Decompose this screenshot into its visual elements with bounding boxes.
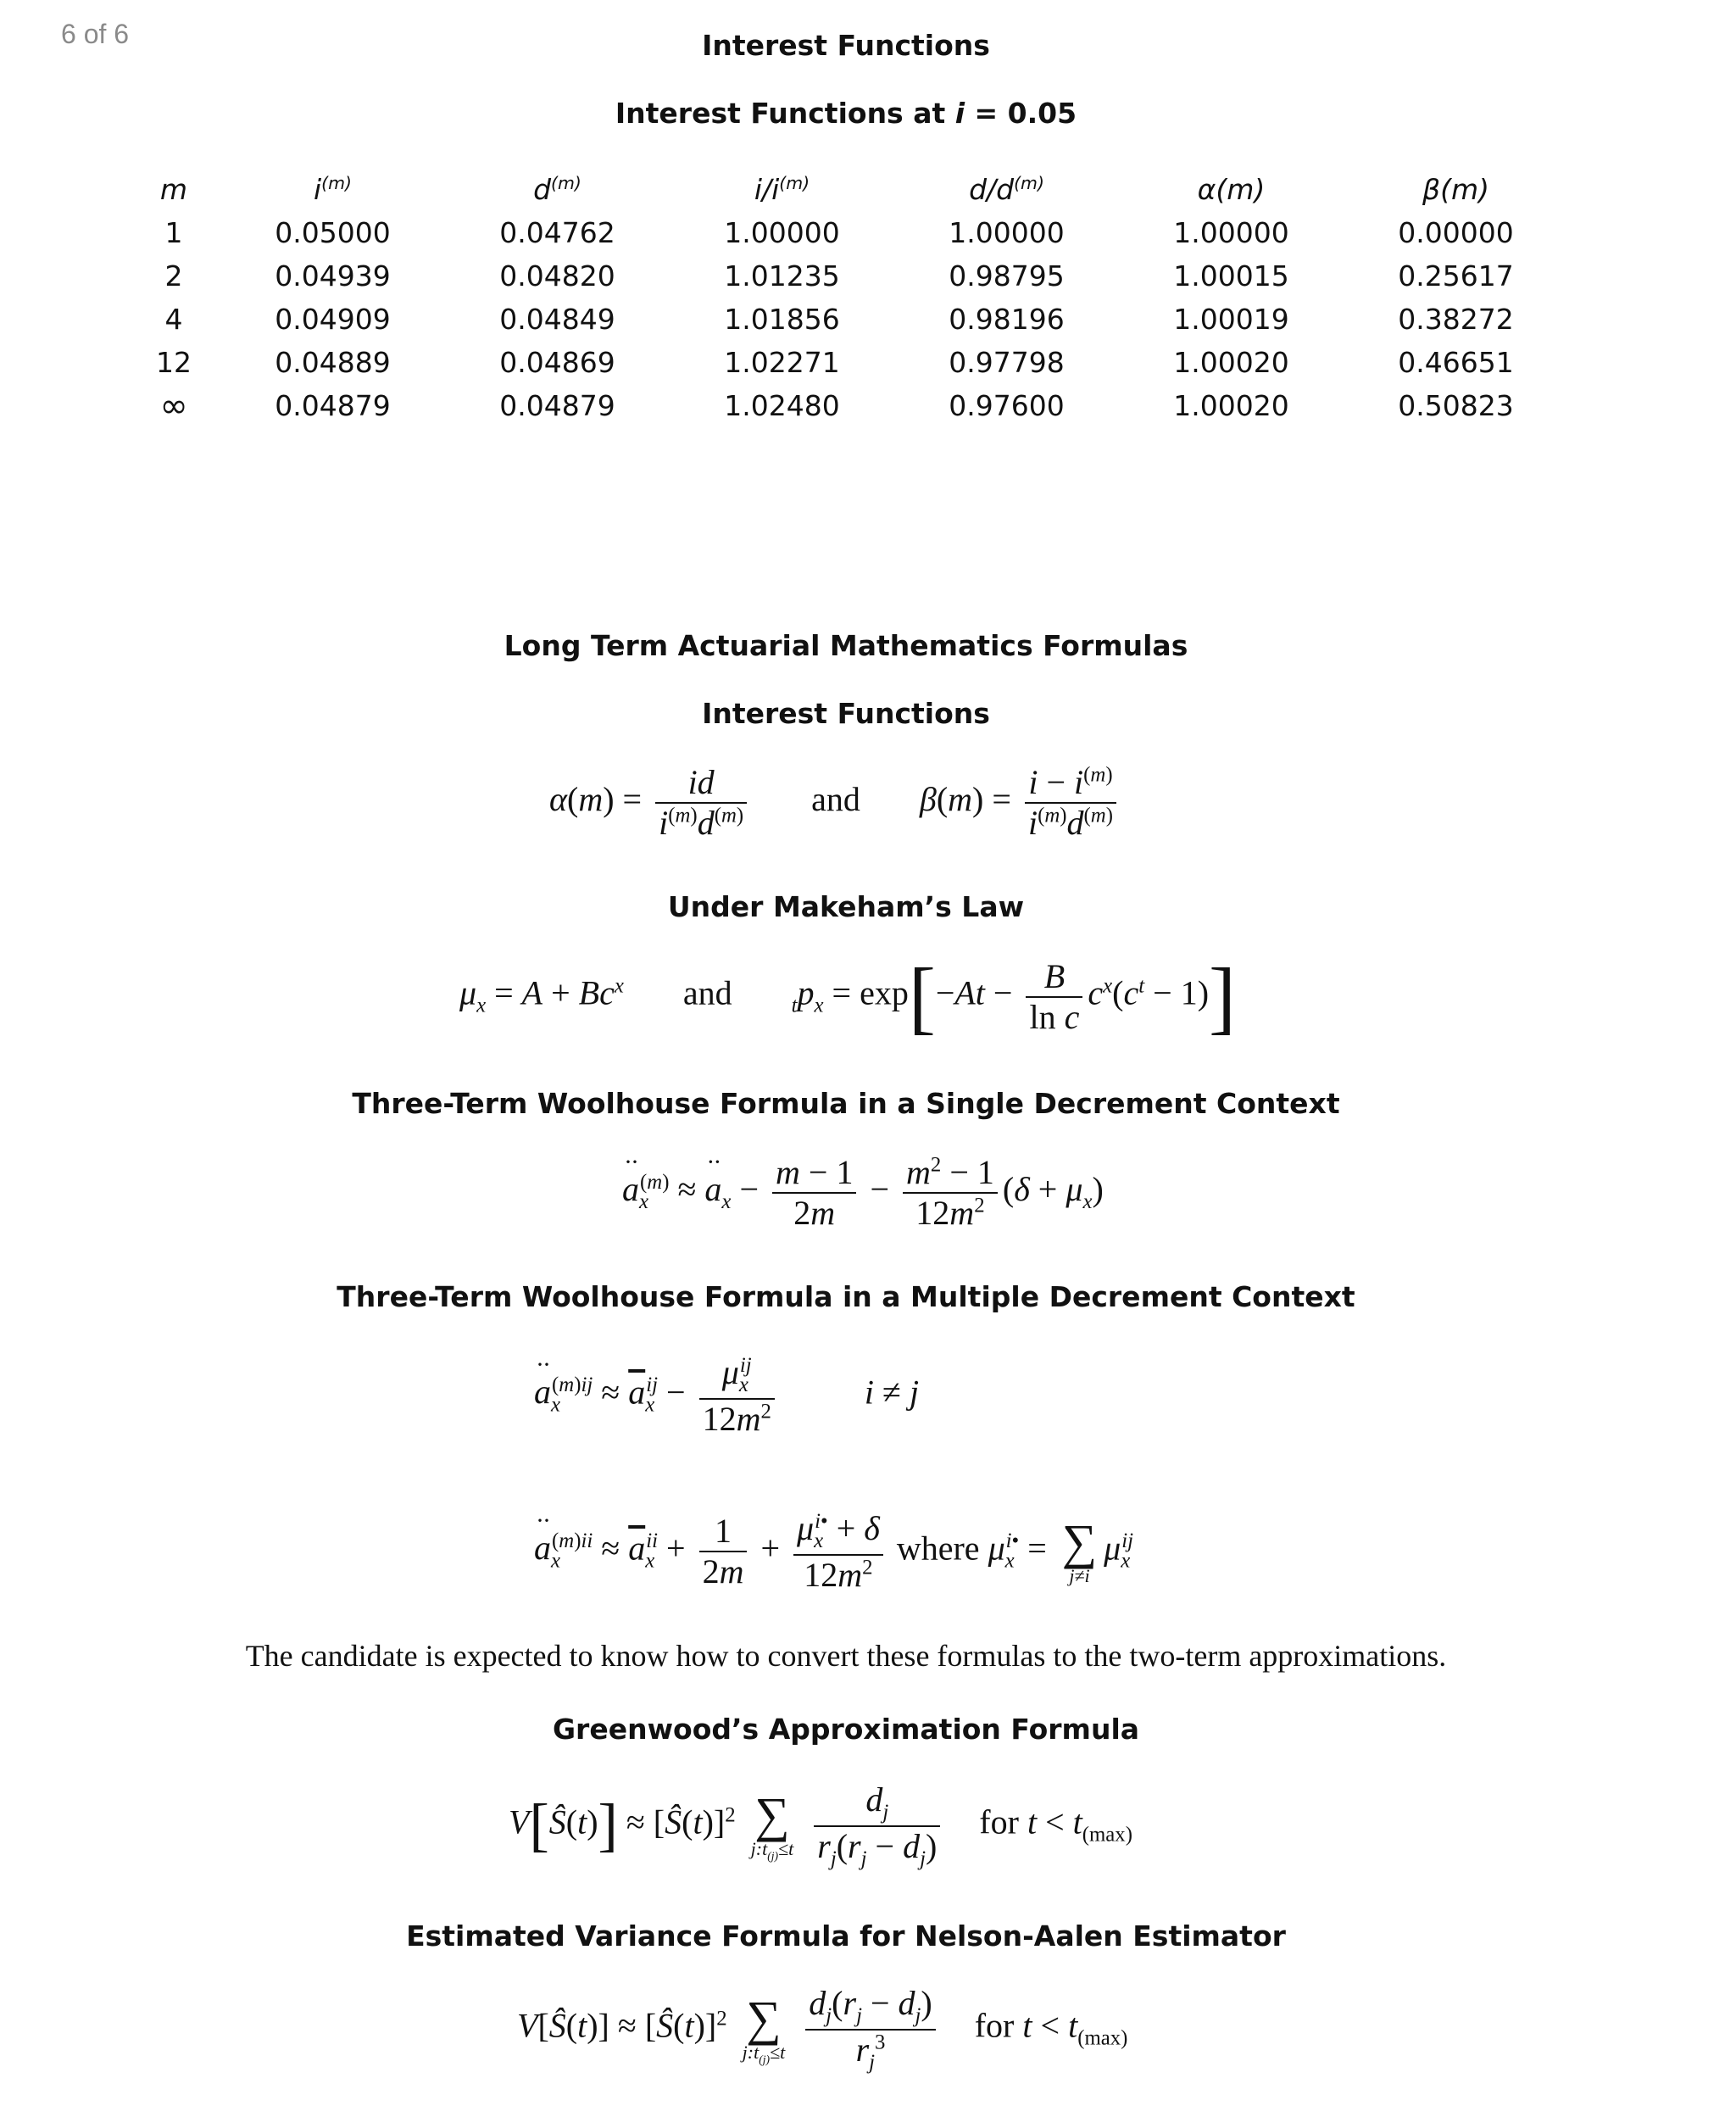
cell-alpha: 1.00020 <box>1173 346 1289 379</box>
word-for: for <box>974 2006 1015 2045</box>
table-row <box>127 298 1568 341</box>
word-and: and <box>682 973 732 1012</box>
cell-alpha: 1.00019 <box>1173 303 1289 336</box>
word-where: where <box>896 1529 980 1568</box>
cell-d-m: 0.04849 <box>499 303 615 336</box>
col-header-i-m: $i^{(m)}$ <box>313 173 353 206</box>
table-row <box>127 384 1568 427</box>
cell-i-ratio: 1.01235 <box>724 259 840 292</box>
greenwood-formula: V[Ŝ(t)] ≈ [Ŝ(t)]$^2$ ∑ $j:t_{(j)}\le t$ $\frac{d_j}{r_j(r_j - d_j)}$ for $t < t_{(max)}$ <box>509 1780 1132 1870</box>
col-header-d-m: $d^{(m)}$ <box>533 173 581 206</box>
cell-alpha: 1.00000 <box>1173 216 1289 249</box>
cell-d-ratio: 0.97798 <box>949 346 1065 379</box>
cell-i-m: 0.04889 <box>275 346 391 379</box>
col-header-beta-m: β(m) <box>1422 173 1489 206</box>
page-indicator: 6 of 6 <box>61 19 130 49</box>
table-header-row <box>127 168 1568 211</box>
nelson-aalen-formula: V[Ŝ(t)] ≈ [Ŝ(t)]$^2$ ∑ $j:t_{(j)}\le t$ $\frac{d_j(r_j - d_j)}{r_j^3}$ for $t < t_{(max)}$ <box>517 1984 1128 2074</box>
cell-d-m: 0.04869 <box>499 346 615 379</box>
woolhouse-multi-formula-ii: ·· $a_x^{(m)ii} \approx \overline{a}_x^{ii}$ + $\frac{1}{2m}$ + $\frac{\mu_x^{i•} + \delta}{12m^2}$ where $\mu_x^{i•}$ = ∑ j≠i $\mu_x^{ij}$ <box>534 1509 1133 1595</box>
cell-beta: 0.25617 <box>1398 259 1514 292</box>
cell-d-ratio: 0.97600 <box>949 389 1065 422</box>
cell-beta: 0.50823 <box>1398 389 1514 422</box>
cell-i-ratio: 1.02480 <box>724 389 840 422</box>
cell-d-m: 0.04820 <box>499 259 615 292</box>
cell-m: 2 <box>164 259 183 292</box>
interest-functions-heading: Interest Functions <box>702 697 990 730</box>
cell-beta: 0.00000 <box>1398 216 1514 249</box>
cell-i-m: 0.04909 <box>275 303 391 336</box>
woolhouse-single-formula: ·· $a_x^{(m)}$ ≈ ·· $a_x$ − $\frac{m - 1}{2m}$ − $\frac{m^2 - 1}{12m^2}$ $(\delta + \mu_x)$ <box>622 1153 1104 1233</box>
cell-d-m: 0.04879 <box>499 389 615 422</box>
col-header-m: m <box>159 173 188 206</box>
cell-m: ∞ <box>159 386 188 426</box>
makeham-formula: $\mu_x = A + Bc^x$ and $_tp_x = \exp[-At$ − $\frac{B}{\text{ln c}}$ $c^x(c^t - 1)$] <box>459 951 1236 1042</box>
cell-alpha: 1.00020 <box>1173 389 1289 422</box>
cell-d-ratio: 0.98795 <box>949 259 1065 292</box>
formulas-title: Long Term Actuarial Mathematics Formulas <box>504 629 1188 662</box>
col-header-i-over-i-m: $i/i^{(m)}$ <box>754 173 810 206</box>
cell-i-m: 0.04939 <box>275 259 391 292</box>
alpha-beta-formula: α(m) = $\frac{id}{i^{(m)}d^{(m)}}$ and β(m) = $\frac{i - i^{(m)}}{i^{(m)}d^{(m)}}$ <box>549 763 1121 843</box>
woolhouse-single-heading: Three-Term Woolhouse Formula in a Single Decrement Context <box>352 1087 1340 1120</box>
cell-i-m: 0.05000 <box>275 216 391 249</box>
cell-i-ratio: 1.02271 <box>724 346 840 379</box>
cell-m: 12 <box>156 346 192 379</box>
woolhouse-multi-heading: Three-Term Woolhouse Formula in a Multiple Decrement Context <box>337 1280 1355 1313</box>
col-header-d-over-d-m: $d/d^{(m)}$ <box>969 173 1044 206</box>
table-row <box>127 254 1568 298</box>
cell-beta: 0.46651 <box>1398 346 1514 379</box>
cell-i-ratio: 1.00000 <box>724 216 840 249</box>
cell-beta: 0.38272 <box>1398 303 1514 336</box>
section-title: Interest Functions <box>702 29 990 62</box>
cell-d-ratio: 0.98196 <box>949 303 1065 336</box>
interest-functions-table <box>127 168 1568 427</box>
table-title: Interest Functions at i = 0.05 <box>615 97 1077 130</box>
cell-alpha: 1.00015 <box>1173 259 1289 292</box>
cell-m: 4 <box>164 303 183 336</box>
cell-d-ratio: 1.00000 <box>949 216 1065 249</box>
cell-i-ratio: 1.01856 <box>724 303 840 336</box>
table-row <box>127 211 1568 254</box>
makeham-heading: Under Makeham’s Law <box>667 890 1025 923</box>
woolhouse-multi-formula-ij: ·· $a_x^{(m)ij} \approx \overline{a}_x^{ij}$ − $\frac{\mu_x^{ij}}{12m^2}$ i ≠ j <box>534 1353 919 1439</box>
cell-m: 1 <box>164 216 183 249</box>
two-term-note: The candidate is expected to know how to convert these formulas to the two-term approximations. <box>245 1639 1447 1673</box>
greenwood-heading: Greenwood’s Approximation Formula <box>552 1713 1140 1746</box>
word-for: for <box>979 1802 1019 1841</box>
nelson-aalen-heading: Estimated Variance Formula for Nelson-Aalen Estimator <box>406 1919 1286 1953</box>
table-row <box>127 341 1568 384</box>
word-and: and <box>811 780 860 819</box>
cell-i-m: 0.04879 <box>275 389 391 422</box>
col-header-alpha-m: α(m) <box>1197 173 1266 206</box>
cell-d-m: 0.04762 <box>499 216 615 249</box>
